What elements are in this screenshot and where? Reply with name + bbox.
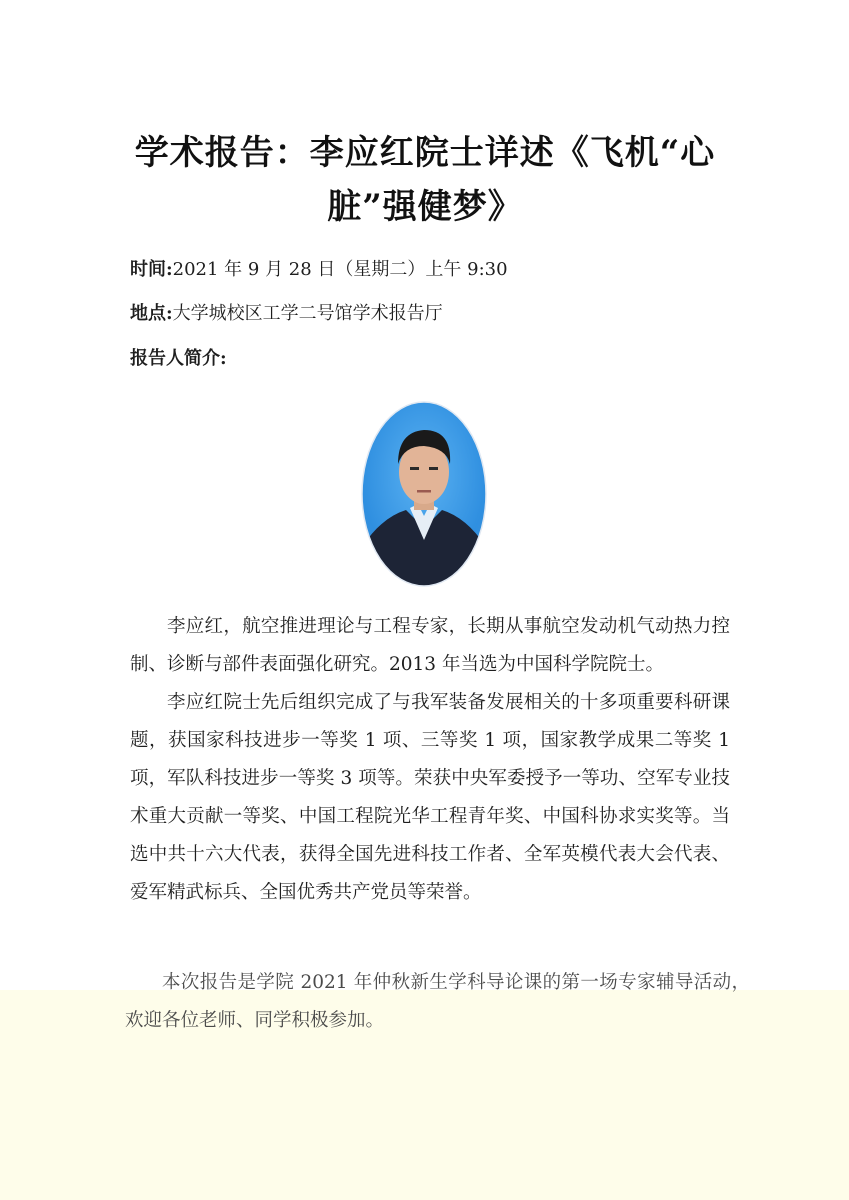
bio-heading: 报告人简介: (130, 348, 227, 369)
time-value: 2021 年 9 月 28 日（星期二）上午 9:30 (172, 259, 508, 280)
speaker-portrait-image (360, 400, 488, 588)
time-label: 时间: (130, 259, 173, 280)
speaker-photo (360, 400, 488, 588)
bio-paragraph-2: 李应红院士先后组织完成了与我军装备发展相关的十多项重要科研课题，获国家科技进步一等奖 1 项、三等奖 1 项，国家教学成果二等奖 1 项，军队科技进步一等奖 3 项等。荣获中央军委授予一等功、空军专业技术重大贡献一等奖、中国工程院光华工程青年奖、中国科协求实奖等。当选中共十六大代表，获得全国先进科技工作者、全军英模代表大会代表、爱军精武标兵、全国优秀共产党员等荣誉。 (130, 692, 730, 903)
bio-paragraph-1: 李应红，航空推进理论与工程专家，长期从事航空发动机气动热力控制、诊断与部件表面强化研究。2013 年当选为中国科学院院士。 (130, 616, 730, 675)
location-value: 大学城校区工学二号馆学术报告厅 (172, 303, 443, 324)
closing-paragraph: 本次报告是学院 2021 年仲秋新生学科导论课的第一场专家辅导活动，欢迎各位老师、同学积极参加。 (125, 972, 750, 1031)
page-title: 学术报告：李应红院士详述《飞机“心脏”强健梦》 (134, 133, 716, 227)
location-label: 地点: (130, 303, 173, 324)
time-line (130, 257, 508, 283)
location-line (130, 301, 443, 327)
